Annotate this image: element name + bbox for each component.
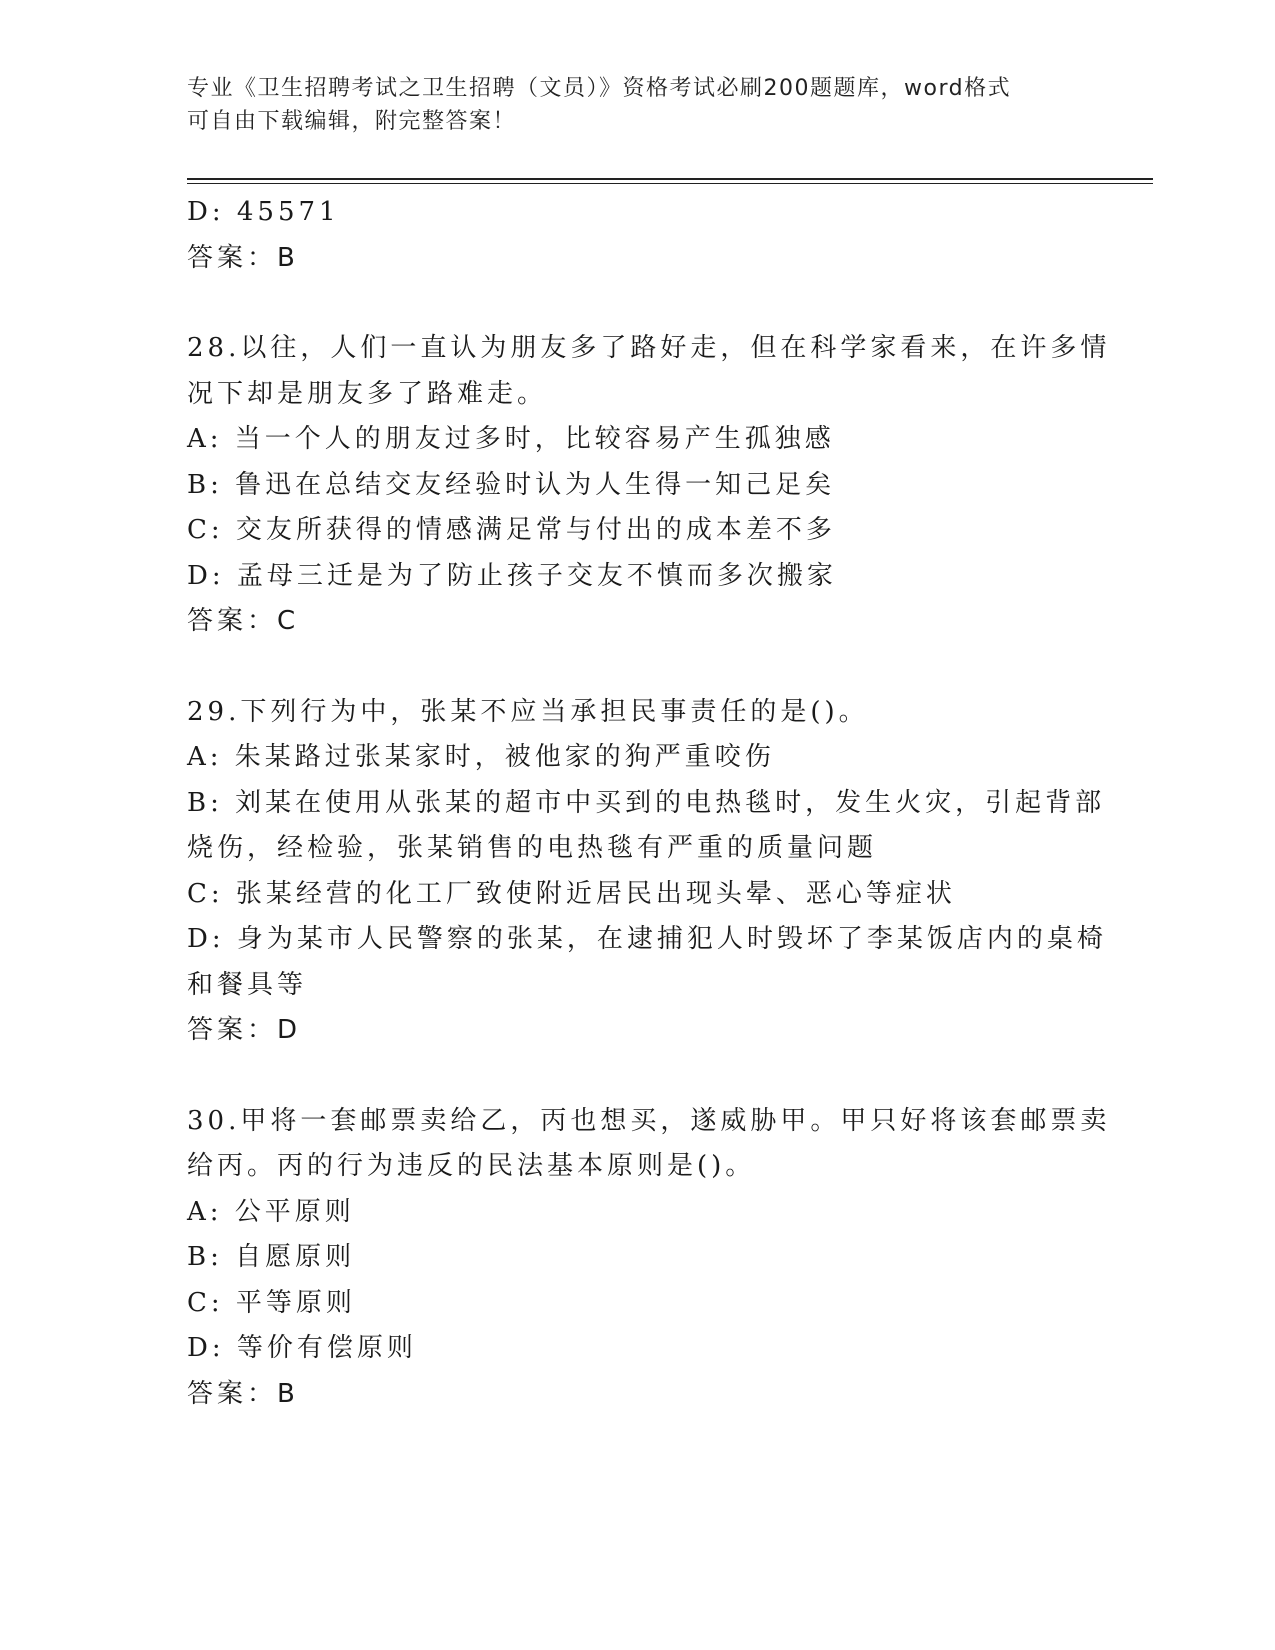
answer-line: 答案：B xyxy=(187,242,299,273)
option-a: A: 公平原则 xyxy=(187,1196,355,1227)
document-body xyxy=(187,190,1111,1417)
option-b: B: 鲁迅在总结交友经验时认为人生得一知己足矣 xyxy=(187,469,836,500)
spacer xyxy=(187,1054,1077,1099)
question-stem: 29.下列行为中，张某不应当承担民事责任的是()。 xyxy=(187,696,869,727)
question-stem: 28.以往，人们一直认为朋友多了路好走，但在科学家看来，在许多情 xyxy=(187,333,1111,363)
question-stem: 30.甲将一套邮票卖给乙，丙也想买，遂威胁甲。甲只好将该套邮票卖 xyxy=(187,1105,1111,1136)
header-line: 专业《卫生招聘考试之卫生招聘（文员）》资格考试必刷200题题库，word格式 xyxy=(187,76,1012,101)
option-c: C: 交友所获得的情感满足常与付出的成本差不多 xyxy=(187,515,836,545)
question-block-28 xyxy=(187,326,1111,645)
header-divider-thin xyxy=(187,183,1153,184)
option-a: A: 朱某路过张某家时，被他家的狗严重咬伤 xyxy=(187,742,775,772)
question-block-30 xyxy=(187,1099,1111,1418)
header-divider xyxy=(187,178,1153,180)
option-b: B: 自愿原则 xyxy=(187,1242,356,1272)
question-stem: 给丙。丙的行为违反的民法基本原则是()。 xyxy=(187,1151,756,1181)
option-d-continued: 和餐具等 xyxy=(187,969,308,1000)
answer-line: 答案：D xyxy=(187,1015,302,1045)
question-block-29 xyxy=(187,690,1107,1054)
option-b: B: 刘某在使用从张某的超市中买到的电热毯时，发生火灾，引起背部 xyxy=(187,787,1106,818)
option-b-continued: 烧伤，经检验，张某销售的电热毯有严重的质量问题 xyxy=(187,833,878,863)
option-a: A: 当一个人的朋友过多时，比较容易产生孤独感 xyxy=(187,424,835,454)
option-d: D: 等价有偿原则 xyxy=(187,1333,417,1363)
document-header xyxy=(187,72,1067,138)
spacer xyxy=(187,645,1077,690)
option-d: D: 孟母三迁是为了防止孩子交友不慎而多次搬家 xyxy=(187,560,837,591)
option-c: C: 平等原则 xyxy=(187,1287,356,1318)
option-d: D: 45571 xyxy=(187,197,340,227)
option-c: C: 张某经营的化工厂致使附近居民出现头晕、恶心等症状 xyxy=(187,878,956,909)
question-block-27 xyxy=(187,190,1077,281)
header-line: 可自由下载编辑，附完整答案！ xyxy=(187,109,517,134)
spacer xyxy=(187,281,1077,326)
option-d: D: 身为某市人民警察的张某，在逮捕犯人时毁坏了李某饭店内的桌椅 xyxy=(187,924,1107,954)
answer-line: 答案：B xyxy=(187,1378,299,1409)
answer-line: 答案：C xyxy=(187,606,300,636)
question-stem: 况下却是朋友多了路难走。 xyxy=(187,378,548,409)
